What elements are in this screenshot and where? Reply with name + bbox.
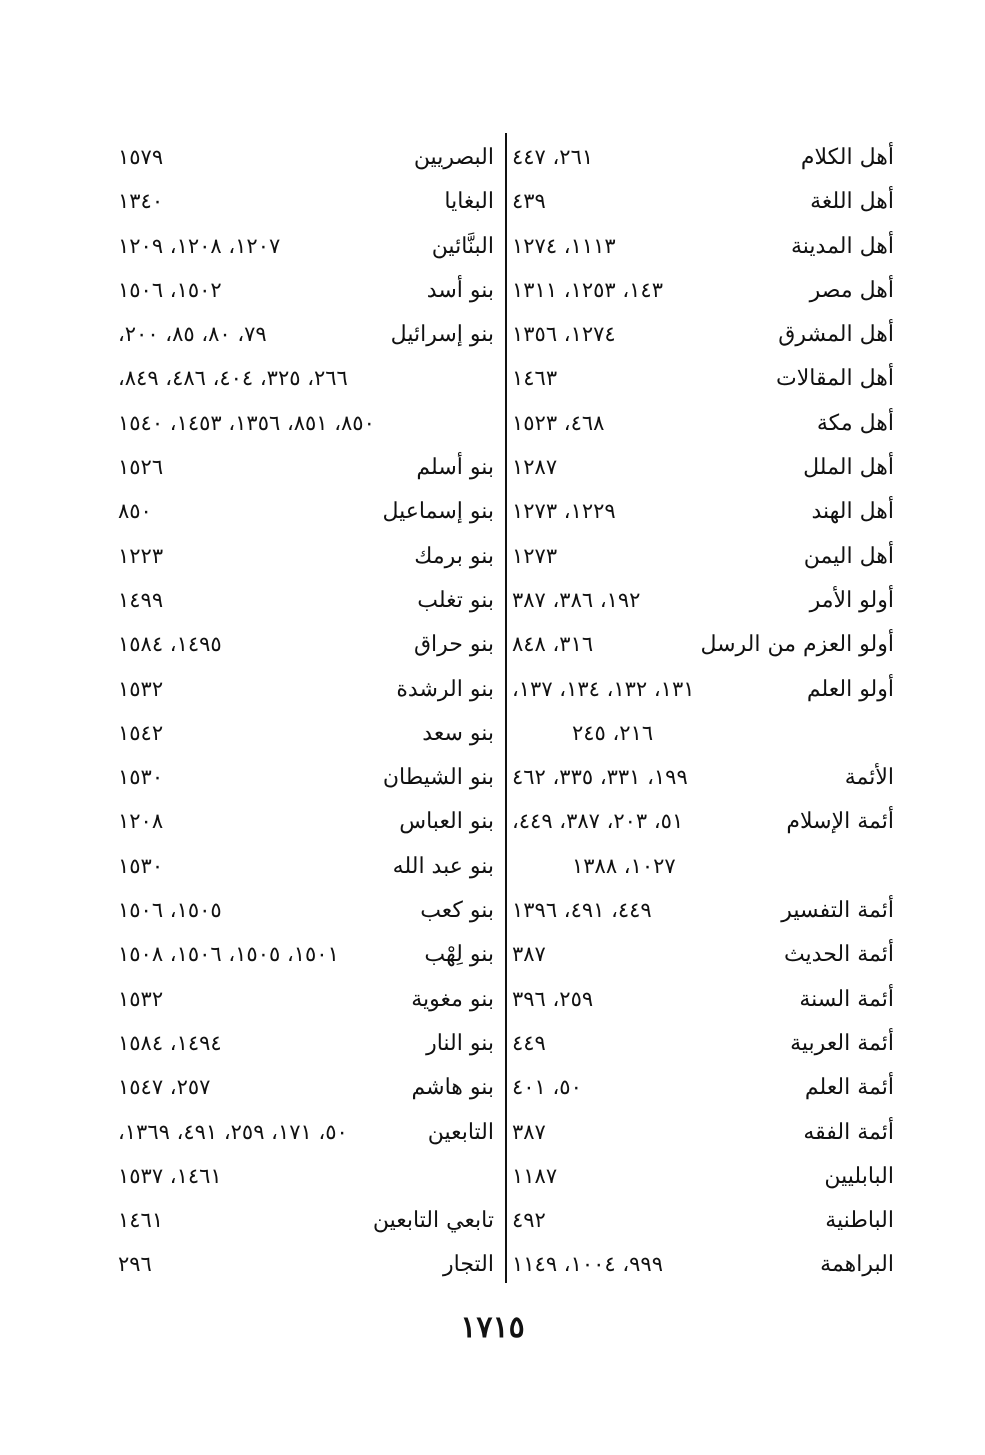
index-term: بنو مغوية bbox=[411, 986, 494, 1012]
index-pages: ١٥٠٢، ١٥٠٦ bbox=[118, 277, 222, 302]
index-pages: ١٤٩٩ bbox=[118, 587, 164, 612]
index-term: بنو الشيطان bbox=[382, 765, 494, 791]
index-pages: ٢١٦، ٢٤٥ bbox=[572, 720, 654, 745]
index-term: تابعي التابعين bbox=[372, 1208, 494, 1234]
index-entry bbox=[118, 667, 494, 711]
index-entry bbox=[118, 1110, 494, 1154]
index-term: البابليين bbox=[824, 1163, 894, 1189]
index-entry bbox=[118, 489, 494, 533]
index-term: أئمة الحديث bbox=[783, 942, 894, 968]
index-entry bbox=[512, 356, 894, 400]
index-term: أئمة العربية bbox=[790, 1030, 894, 1056]
index-entry bbox=[512, 1198, 894, 1242]
index-pages: ٩٩٩، ١٠٠٤، ١١٤٩ bbox=[512, 1252, 663, 1277]
index-term: أهل المقالات bbox=[776, 366, 894, 392]
index-pages: ٧٩، ٨٠، ٨٥، ٢٠٠، bbox=[118, 322, 267, 347]
index-pages: ١٤٩٤، ١٥٨٤ bbox=[118, 1030, 222, 1055]
index-pages: ٥٠، ١٧١، ٢٥٩، ٤٩١، ١٣٦٩، bbox=[118, 1119, 348, 1144]
index-pages: ١٥٠٥، ١٥٠٦ bbox=[118, 898, 222, 923]
index-pages: ٤٩٢ bbox=[512, 1208, 546, 1233]
index-pages: ٢٩٦ bbox=[118, 1252, 152, 1277]
index-term: أئمة العلم bbox=[804, 1075, 894, 1101]
index-entry bbox=[118, 755, 494, 799]
index-entry bbox=[512, 1110, 894, 1154]
index-pages: ١٢٨٧ bbox=[512, 455, 558, 480]
index-pages: ١٥٧٩ bbox=[118, 145, 164, 169]
index-entry bbox=[512, 799, 894, 843]
index-term: البصريين bbox=[413, 145, 494, 170]
index-entry bbox=[118, 312, 494, 356]
index-pages: ٣٨٧ bbox=[512, 1119, 546, 1144]
index-entry bbox=[118, 135, 494, 179]
index-term: بنو أسد bbox=[426, 277, 494, 303]
index-term: بنو إسماعيل bbox=[382, 499, 494, 525]
index-term: أئمة السنة bbox=[799, 986, 894, 1012]
index-term: أئمة التفسير bbox=[781, 898, 894, 924]
index-entry bbox=[512, 268, 894, 312]
index-pages: ١٠٢٧، ١٣٨٨ bbox=[572, 853, 676, 878]
index-entry bbox=[512, 578, 894, 622]
right-index-column bbox=[512, 135, 894, 1287]
index-entry bbox=[118, 356, 494, 400]
index-term: الأئمة bbox=[844, 765, 894, 791]
index-entry bbox=[118, 534, 494, 578]
index-entry bbox=[512, 135, 894, 179]
index-term: بنو سعد bbox=[422, 720, 494, 746]
left-index-column bbox=[118, 135, 494, 1287]
index-pages: ١٢٧٣ bbox=[512, 543, 558, 568]
index-term: البغايا bbox=[444, 189, 494, 215]
index-term: أولو الأمر bbox=[809, 587, 894, 613]
index-pages: ١٣١، ١٣٢، ١٣٤، ١٣٧، bbox=[512, 676, 695, 701]
index-entry bbox=[118, 844, 494, 888]
index-term: أئمة الفقه bbox=[803, 1119, 894, 1145]
index-pages: ١٢٢٣ bbox=[118, 543, 164, 568]
index-pages: ١٥٣٠ bbox=[118, 853, 164, 878]
index-pages: ١١١٣، ١٢٧٤ bbox=[512, 233, 616, 258]
index-entry bbox=[512, 844, 894, 888]
index-entry bbox=[118, 179, 494, 223]
index-term: البنَّائين bbox=[431, 233, 494, 259]
index-term: بنو عبد الله bbox=[392, 853, 494, 879]
index-pages: ١٢٠٧، ١٢٠٨، ١٢٠٩ bbox=[118, 233, 281, 258]
index-entry bbox=[118, 888, 494, 932]
index-entry bbox=[118, 401, 494, 445]
index-entry bbox=[512, 1242, 894, 1286]
index-pages: ٤٤٩ bbox=[512, 1030, 546, 1055]
index-entry bbox=[512, 711, 894, 755]
page-number: ١٧١٥ bbox=[460, 1310, 525, 1345]
index-pages: ٢٥٧، ١٥٤٧ bbox=[118, 1075, 211, 1100]
index-entry bbox=[118, 711, 494, 755]
index-term: أولو العلم bbox=[806, 676, 894, 702]
index-pages: ٣٨٧ bbox=[512, 942, 546, 967]
index-pages: ١٢٧٤، ١٣٥٦ bbox=[512, 322, 616, 347]
index-entry bbox=[118, 977, 494, 1021]
index-pages: ١٣٤٠ bbox=[118, 189, 164, 214]
index-entry bbox=[512, 534, 894, 578]
index-term: أهل الكلام bbox=[800, 145, 894, 170]
index-entry bbox=[512, 489, 894, 533]
index-entry bbox=[512, 179, 894, 223]
index-entry bbox=[512, 622, 894, 666]
index-pages: ٨٥٠، ٨٥١، ١٣٥٦، ١٤٥٣، ١٥٤٠ bbox=[118, 410, 375, 435]
index-term: أهل المشرق bbox=[778, 322, 894, 348]
index-entry bbox=[512, 1021, 894, 1065]
index-term: أهل اللغة bbox=[810, 189, 894, 215]
index-entry bbox=[512, 1154, 894, 1198]
index-pages: ١٥٣٢ bbox=[118, 676, 164, 701]
index-term: أهل الهند bbox=[811, 499, 894, 525]
index-pages: ٤٣٩ bbox=[512, 189, 546, 214]
index-entry bbox=[118, 445, 494, 489]
index-pages: ١٩٩، ٣٣١، ٣٣٥، ٤٦٢ bbox=[512, 765, 688, 790]
index-pages: ١٤٣، ١٢٥٣، ١٣١١ bbox=[512, 277, 663, 302]
index-term: بنو تغلب bbox=[417, 587, 494, 613]
index-pages: ١٤٦٣ bbox=[512, 366, 558, 391]
index-term: البراهمة bbox=[820, 1252, 894, 1278]
index-term: بنو حراق bbox=[413, 632, 494, 658]
index-term: بنو لِهْب bbox=[424, 942, 494, 968]
column-divider bbox=[505, 133, 507, 1283]
index-entry bbox=[512, 667, 894, 711]
index-pages: ٢٦١، ٤٤٧ bbox=[512, 145, 594, 169]
index-entry bbox=[512, 401, 894, 445]
index-entry bbox=[512, 445, 894, 489]
index-term: أهل مصر bbox=[809, 277, 894, 303]
index-term: أهل المدينة bbox=[790, 233, 894, 259]
index-term: بنو هاشم bbox=[411, 1075, 494, 1101]
index-entry bbox=[512, 932, 894, 976]
index-term: بنو كعب bbox=[420, 898, 494, 924]
index-pages: ١٥٣٠ bbox=[118, 765, 164, 790]
index-pages: ١٤٩٥، ١٥٨٤ bbox=[118, 632, 222, 657]
index-entry bbox=[118, 1154, 494, 1198]
index-term: التجار bbox=[443, 1252, 494, 1278]
index-term: الباطنية bbox=[825, 1208, 894, 1234]
index-pages: ١٢٢٩، ١٢٧٣ bbox=[512, 499, 616, 524]
index-entry bbox=[512, 755, 894, 799]
index-entry bbox=[118, 1242, 494, 1286]
index-term: أهل اليمن bbox=[803, 543, 894, 569]
index-pages: ٣١٦، ٨٤٨ bbox=[512, 632, 594, 657]
index-term: بنو برمك bbox=[414, 543, 494, 569]
index-entry bbox=[118, 622, 494, 666]
index-pages: ٢٦٦، ٣٢٥، ٤٠٤، ٤٨٦، ٨٤٩، bbox=[118, 366, 348, 391]
index-pages: ١٥٤٢ bbox=[118, 720, 164, 745]
index-pages: ١٤٦١، ١٥٣٧ bbox=[118, 1163, 222, 1188]
index-entry bbox=[118, 799, 494, 843]
index-entry bbox=[512, 224, 894, 268]
index-term: أولو العزم من الرسل bbox=[700, 632, 894, 658]
index-pages: ١٥٠١، ١٥٠٥، ١٥٠٦، ١٥٠٨ bbox=[118, 942, 339, 967]
index-term: بنو إسرائيل bbox=[390, 322, 494, 348]
index-pages: ٥٠، ٤٠١ bbox=[512, 1075, 582, 1100]
index-term: بنو النار bbox=[426, 1030, 494, 1056]
index-pages: ٥١، ٢٠٣، ٣٨٧، ٤٤٩، bbox=[512, 809, 684, 834]
index-pages: ١٥٣٢ bbox=[118, 986, 164, 1011]
index-entry bbox=[512, 888, 894, 932]
index-pages: ٢٥٩، ٣٩٦ bbox=[512, 986, 594, 1011]
index-pages: ١٢٠٨ bbox=[118, 809, 164, 834]
index-entry bbox=[118, 1065, 494, 1109]
index-entry bbox=[118, 578, 494, 622]
index-entry bbox=[118, 1021, 494, 1065]
index-term: أئمة الإسلام bbox=[786, 809, 894, 835]
index-term: بنو أسلم bbox=[416, 455, 494, 481]
index-term: التابعين bbox=[427, 1119, 494, 1145]
index-entry bbox=[118, 932, 494, 976]
index-term: بنو الرشدة bbox=[396, 676, 494, 702]
index-entry bbox=[512, 312, 894, 356]
index-pages: ٤٦٨، ١٥٢٣ bbox=[512, 410, 605, 435]
index-pages: ١١٨٧ bbox=[512, 1163, 558, 1188]
index-term: بنو العباس bbox=[399, 809, 494, 835]
index-entry bbox=[512, 977, 894, 1021]
index-entry bbox=[512, 1065, 894, 1109]
index-pages: ٤٤٩، ٤٩١، ١٣٩٦ bbox=[512, 898, 652, 923]
index-entry bbox=[118, 268, 494, 312]
index-entry bbox=[118, 1198, 494, 1242]
index-pages: ١٥٢٦ bbox=[118, 455, 164, 480]
index-pages: ١٩٢، ٣٨٦، ٣٨٧ bbox=[512, 587, 641, 612]
index-pages: ٨٥٠ bbox=[118, 499, 152, 524]
index-entry bbox=[118, 224, 494, 268]
index-term: أهل الملل bbox=[803, 455, 894, 481]
index-pages: ١٤٦١ bbox=[118, 1208, 164, 1233]
index-term: أهل مكة bbox=[816, 410, 894, 436]
